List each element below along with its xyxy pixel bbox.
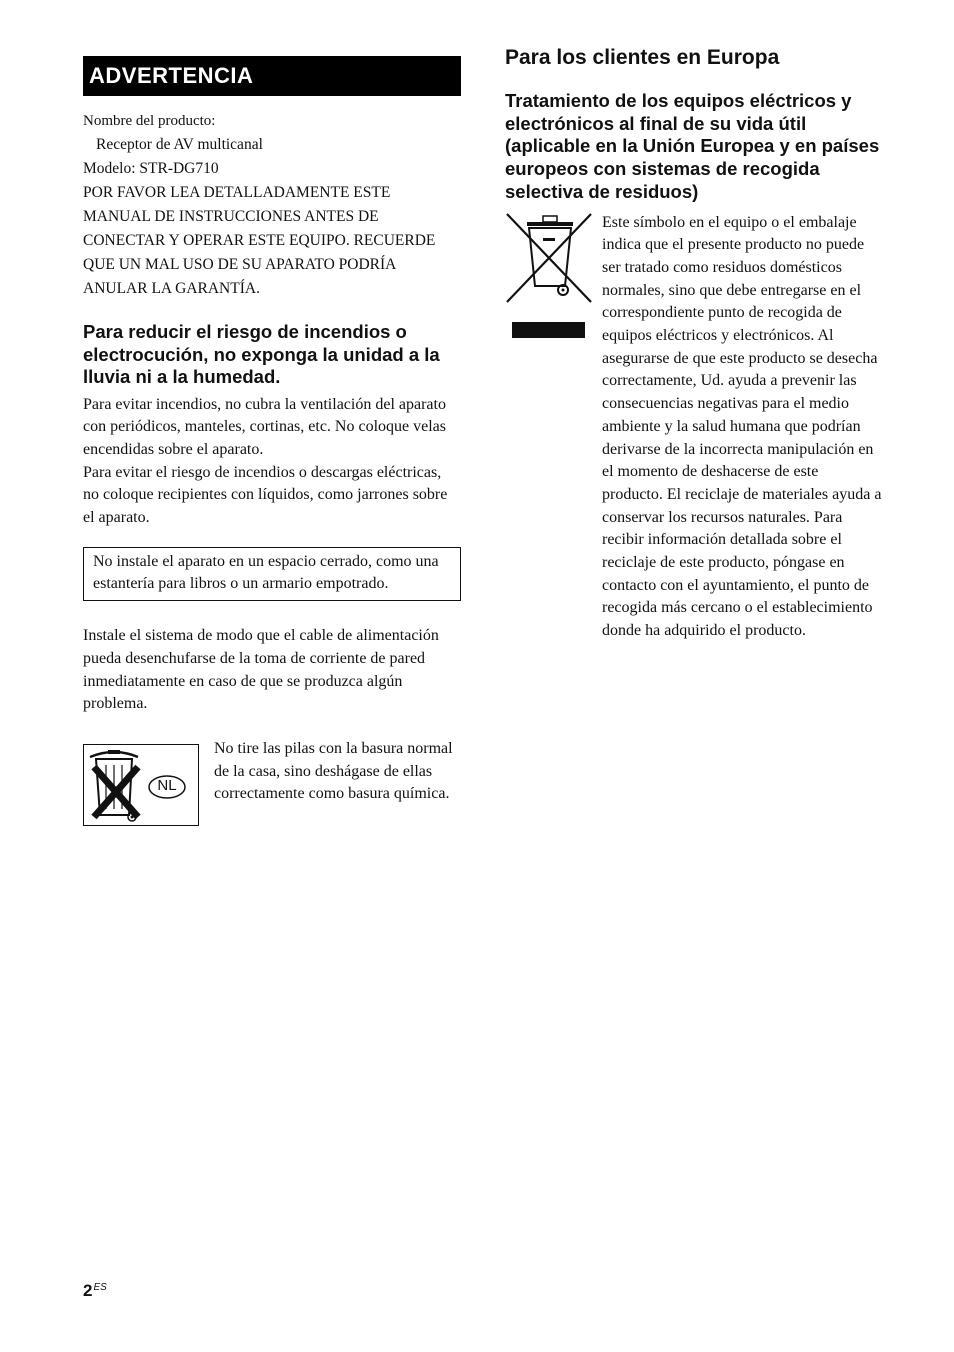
fire-paragraph-2: Para evitar el riesgo de incendios o descargas eléctricas, no coloque recipientes con líquidos, como jarrones sobre el aparato. bbox=[83, 463, 448, 527]
page-number-value: 2 bbox=[83, 1281, 93, 1300]
right-column bbox=[505, 44, 883, 643]
battery-nl-label: NL bbox=[157, 776, 177, 794]
fire-paragraph-1: Para evitar incendios, no cubra la ventilación del aparato con periódicos, manteles, cortinas, etc. No coloque velas encendidas sobre el aparato. bbox=[83, 395, 446, 458]
page-language-suffix: ES bbox=[93, 1282, 107, 1293]
warranty-warning: POR FAVOR LEA DETALLADAMENTE ESTE MANUAL DE INSTRUCCIONES ANTES DE CONECTAR Y OPERAR ESTE EQUIPO. RECUERDE QUE UN MAL USO DE SU APARATO PODRÍA ANULAR LA GARANTÍA. bbox=[83, 184, 436, 297]
product-name-label: Nombre del producto: bbox=[83, 113, 216, 129]
warning-banner: ADVERTENCIA bbox=[83, 56, 461, 96]
weee-body-text: Este símbolo en el equipo o el embalaje indica que el presente producto no puede ser tratado como residuos domésticos normales, sino que debe entregarse en el correspondiente punto de recogida de equipos eléctricos y electrónicos. Al asegurarse de que este producto se desecha correctamente, Ud. ayuda a prevenir las consecuencias negativas para el medio ambiente y la salud humana que podrían derivarse de la incorrecta manipulación en el momento de deshacerse de este producto. El reciclaje de materiales ayuda a conservar los recursos naturales. Para recibir información detallada sobre el reciclaje de este producto, póngase en contacto con el ayuntamiento, el punto de recogida más cercano o el establecimiento donde ha adquirido el producto. bbox=[602, 213, 882, 640]
weee-heading: Tratamiento de los equipos eléctricos y electrónicos al final de su vida útil (aplicable en la Unión Europea y en países europeos con sistemas de recogida selectiva de residuos) bbox=[505, 90, 880, 202]
fire-warning-heading: Para reducir el riesgo de incendios o electrocución, no exponga la unidad a la lluvia ni a la humedad. bbox=[83, 321, 440, 387]
battery-disposal-section bbox=[83, 739, 461, 826]
crossed-out-bin-icon bbox=[83, 744, 199, 826]
weee-crossed-bin-icon bbox=[505, 210, 602, 643]
battery-disposal-text: No tire las pilas con la basura normal de la casa, sino deshágase de ellas correctamente como basura química. bbox=[214, 739, 453, 803]
weee-section bbox=[505, 210, 883, 643]
installation-paragraph: Instale el sistema de modo que el cable de alimentación pueda desenchufarse de la toma de corriente de pared inmediatamente en caso de que se produzca algún problema. bbox=[83, 627, 439, 713]
product-model: Modelo: STR-DG710 bbox=[83, 160, 219, 177]
product-info bbox=[83, 109, 461, 301]
europe-heading: Para los clientes en Europa bbox=[505, 46, 780, 69]
left-column bbox=[83, 56, 461, 826]
installation-notice-box: No instale el aparato en un espacio cerrado, como una estantería para libros o un armario empotrado. bbox=[83, 547, 461, 601]
page-number bbox=[83, 1281, 107, 1301]
product-name-value: Receptor de AV multicanal bbox=[96, 136, 263, 153]
